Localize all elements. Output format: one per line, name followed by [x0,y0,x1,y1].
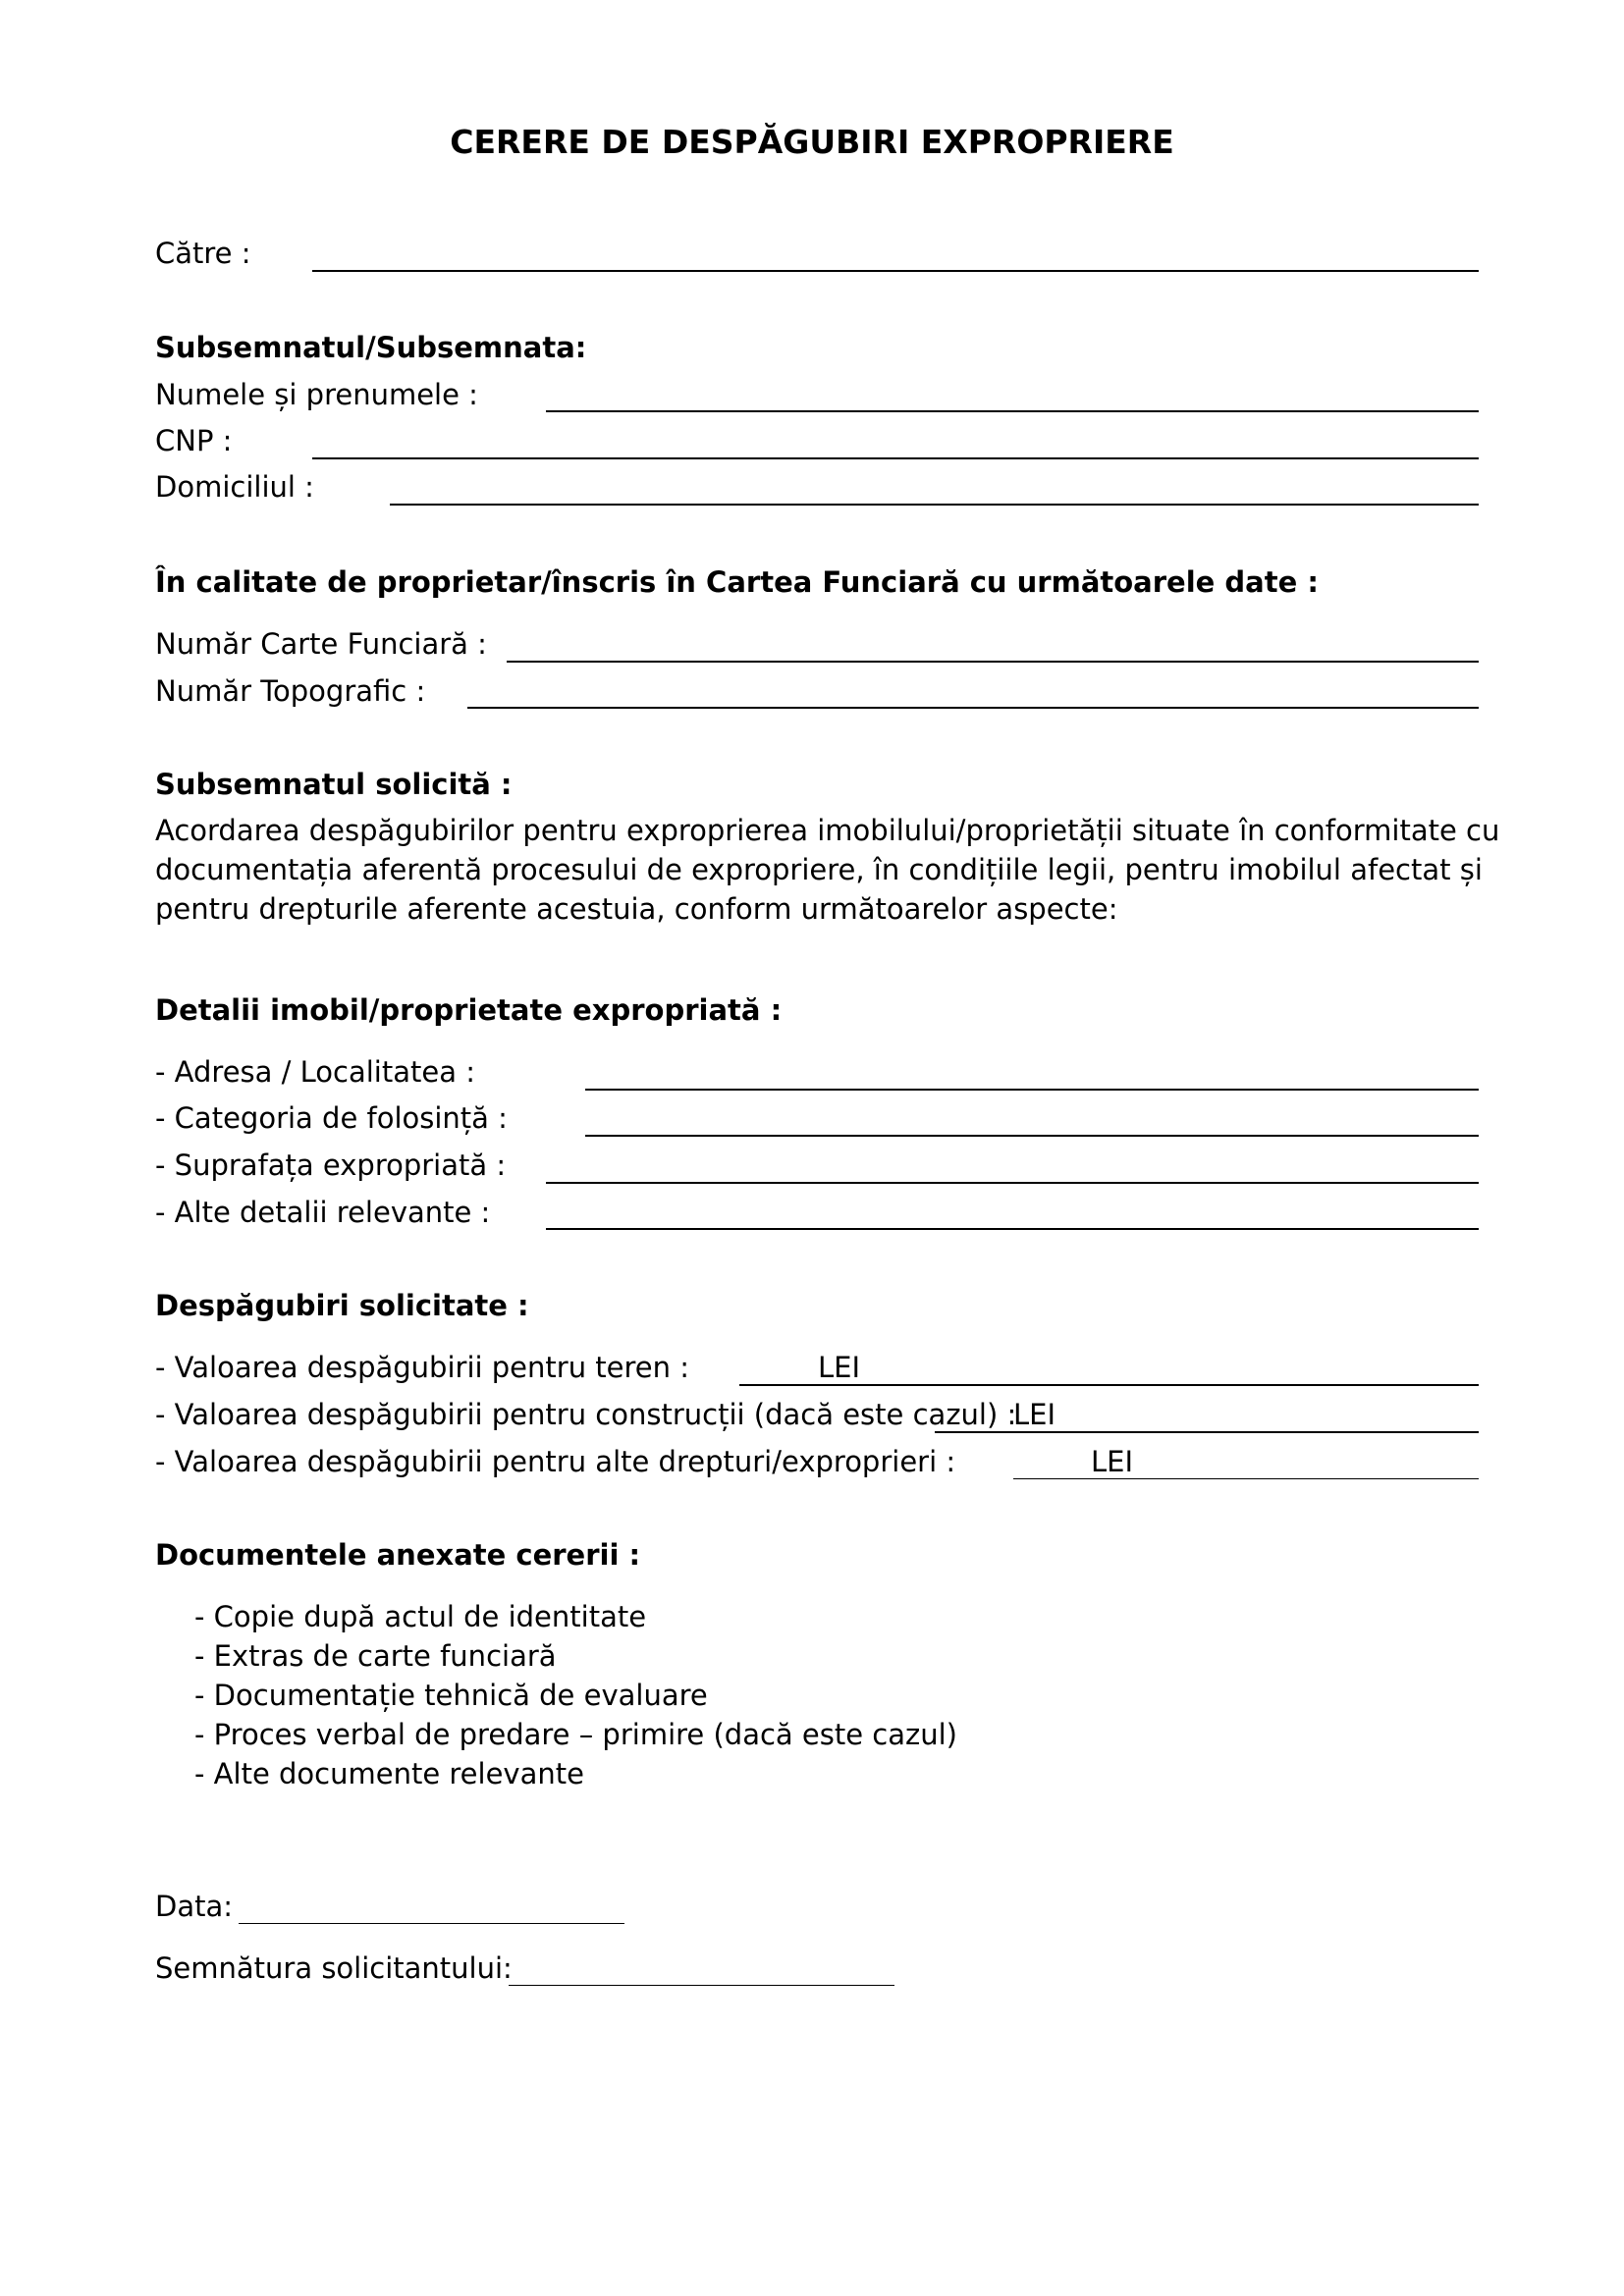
compensation-heading: Despăgubiri solicitate : [155,1289,529,1322]
other-details-label: - Alte detalii relevante : [155,1196,491,1229]
attachments-heading: Documentele anexate cererii : [155,1538,641,1572]
construction-value-currency: LEI [1013,1398,1056,1431]
other-value-currency: LEI [1091,1445,1134,1478]
page-title: CERERE DE DESPĂGUBIRI EXPROPRIERE [450,123,1174,161]
address-label: Domiciliul : [155,470,314,504]
attachment-item: - Alte documente relevante [194,1757,584,1790]
name-label: Numele și prenumele : [155,378,478,411]
land-value-label: - Valoarea despăgubirii pentru teren : [155,1351,690,1384]
property-heading: Detalii imobil/proprietate expropriată : [155,993,783,1027]
property-address-field[interactable] [585,1089,1479,1091]
cnp-field[interactable] [312,457,1479,459]
attachment-item: - Proces verbal de predare – primire (dacă este cazul) [194,1718,957,1751]
topo-label: Număr Topografic : [155,674,426,708]
property-address-label: - Adresa / Localitatea : [155,1055,475,1089]
request-line: pentru drepturile aferente acestuia, conform următoarelor aspecte: [155,892,1118,926]
attachment-item: - Extras de carte funciară [194,1639,557,1673]
cf-field[interactable] [507,661,1479,663]
signature-label: Semnătura solicitantului: [155,1951,513,1985]
area-field[interactable] [546,1182,1479,1184]
catre-field[interactable] [312,270,1479,272]
applicant-heading: Subsemnatul/Subsemnata: [155,331,587,364]
other-value-label: - Valoarea despăgubirii pentru alte drepturi/exproprieri : [155,1445,956,1478]
signature-field[interactable] [509,1985,894,1986]
other-value-field[interactable] [1013,1478,1479,1479]
address-field[interactable] [390,504,1479,506]
catre-label: Către : [155,237,251,270]
request-heading: Subsemnatul solicită : [155,768,513,801]
area-label: - Suprafața expropriată : [155,1148,507,1182]
cf-label: Număr Carte Funciară : [155,627,487,661]
land-value-currency: LEI [818,1351,861,1384]
name-field[interactable] [546,410,1479,412]
attachment-item: - Documentație tehnică de evaluare [194,1679,708,1712]
construction-value-label: - Valoarea despăgubirii pentru construcții (dacă este cazul) : [155,1398,1017,1431]
request-paragraph [155,811,1500,929]
land-value-field[interactable] [739,1384,1479,1386]
other-details-field[interactable] [546,1228,1479,1230]
land-registry-heading: În calitate de proprietar/înscris în Cartea Funciară cu următoarele date : [155,565,1319,599]
date-field[interactable] [239,1923,624,1924]
topo-field[interactable] [467,707,1479,709]
construction-value-field[interactable] [935,1431,1479,1433]
request-line: documentația aferentă procesului de expropriere, în condițiile legii, pentru imobilul afectat și [155,853,1483,886]
request-line: Acordarea despăgubirilor pentru exproprierea imobilului/proprietății situate în conformitate cu [155,814,1500,847]
date-label: Data: [155,1890,234,1923]
attachment-item: - Copie după actul de identitate [194,1600,647,1633]
category-label: - Categoria de folosință : [155,1101,508,1135]
category-field[interactable] [585,1135,1479,1137]
cnp-label: CNP : [155,424,233,457]
